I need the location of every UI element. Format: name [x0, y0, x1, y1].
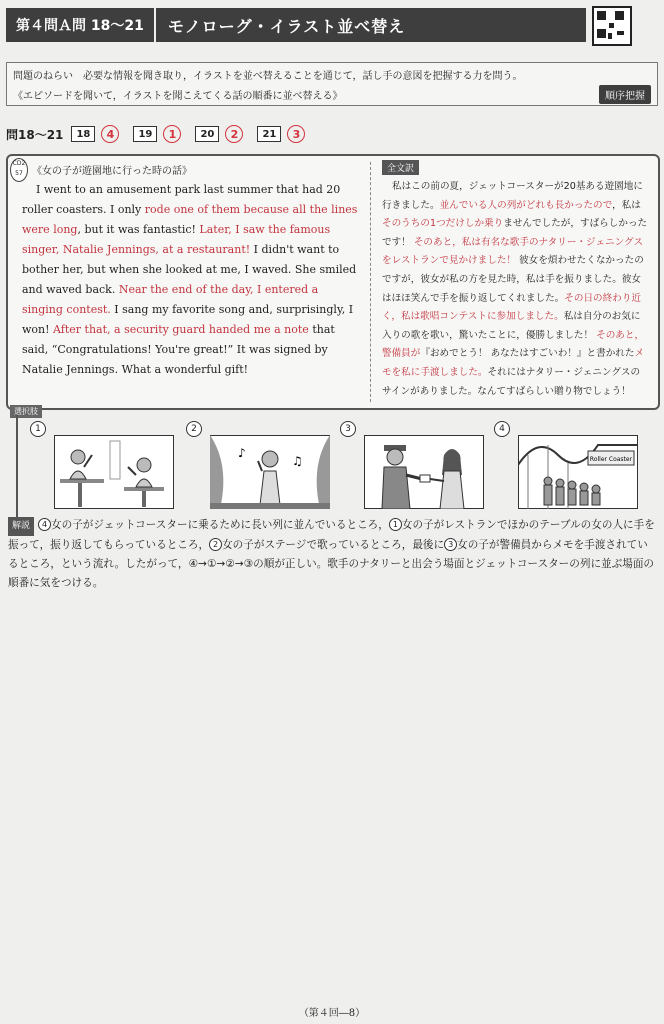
- choice-3: [340, 421, 490, 523]
- english-script: [22, 180, 358, 380]
- choice-number: 1: [30, 421, 46, 437]
- answer-box: 19: [133, 126, 157, 142]
- cd-track-icon: CD2 57: [10, 158, 28, 182]
- choice-ref: 2: [209, 538, 222, 551]
- answer-box: 21: [257, 126, 281, 142]
- answer-circle: 3: [287, 125, 305, 143]
- choice-number: 3: [340, 421, 356, 437]
- script-text: I sang my favorite song and, surprisingly, I won!: [22, 303, 354, 336]
- qr-code-icon: [592, 6, 632, 46]
- restaurant-scene-icon: [54, 435, 174, 509]
- choice-number: 4: [494, 421, 510, 437]
- task-description: 《エピソードを聞いて，イラストを聞こえてくる話の順番に並べ替える》: [13, 91, 343, 102]
- script-highlight: rode one of them because all the lines were long: [22, 203, 358, 236]
- explanation-text: 女の子がレストランでほかのテーブルの女の人に手を振って，振り返してもらっているところ，: [8, 519, 655, 551]
- choice-ref: 3: [444, 538, 457, 551]
- translation-highlight: そのあと，警備員が: [382, 329, 645, 360]
- choice-ref: 1: [389, 518, 402, 531]
- section-header: [6, 8, 586, 42]
- roller-coaster-line-icon: [518, 435, 638, 509]
- coaster-sign: Roller Coaster: [589, 456, 633, 463]
- aim-text: 問題のねらい 必要な情報を聞き取り，イラストを並べ替えることを通じて，話し手の意図を把握する力を問う。: [13, 71, 523, 82]
- script-text: , but it was fantastic!: [77, 223, 200, 236]
- column-divider: [370, 162, 371, 402]
- script-text: I went to an amusement park last summer that had 20 roller coasters. I only: [22, 183, 341, 216]
- answer-circle: 4: [101, 125, 119, 143]
- script-highlight: Near the end of the day, I entered a singing contest.: [22, 283, 319, 316]
- answer-box: 18: [71, 126, 95, 142]
- script-text: I didn't want to bother her, but when she looked at me, I waved. She smiled and waved back.: [22, 243, 357, 296]
- explanation-tag: 解説: [8, 517, 34, 536]
- answer-circle: 2: [225, 125, 243, 143]
- translation-text: ，私は: [612, 199, 641, 211]
- choice-ref: 4: [38, 518, 51, 531]
- page-number: （第４回―8）: [298, 1008, 366, 1019]
- japanese-translation: [382, 178, 648, 401]
- translation-text: 彼女を煩わせたくなかったのですが，彼女が私の方を見た時，私は手を振りました。彼女はほほ笑んで手を振り返してくれました。: [382, 255, 644, 304]
- translation-highlight: その日の終わり近く，私は歌唱コンテストに参加しました。: [382, 292, 642, 323]
- choice-1: [30, 421, 180, 523]
- choices-panel: [16, 415, 648, 525]
- translation-highlight: 並んでいる人の列がどれも長かったので: [439, 199, 613, 211]
- choices-tag: 選択肢: [10, 405, 42, 418]
- correct-order: ④→①→②→③: [188, 558, 254, 570]
- section-title: モノローグ・イラスト並べ替え: [167, 16, 406, 36]
- script-highlight: After that, a security guard handed me a note: [53, 323, 309, 336]
- singing-on-stage-icon: [210, 435, 330, 509]
- episode-title: 《女の子が遊園地に行った時の話》: [32, 166, 192, 177]
- answer-label: 問18〜21: [6, 127, 64, 142]
- translation-text: ませんでしたが，すばらしかったです！: [382, 218, 648, 248]
- script-text: that said, “Congratulations! You're great!” It was signed by Natalie Jennings. What a wonderful gift!: [22, 323, 335, 376]
- question-number: 第４問Ａ問 18〜21: [6, 8, 156, 42]
- svg-text:♪: ♪: [238, 446, 246, 460]
- translation-text: 私は自分のお気に入りの歌を歌い，驚いたことに，優勝しました！: [382, 311, 641, 341]
- translation-text: それにはナタリー・ジェニングスのサインがありました。なんてすばらしい贈り物でしょう！: [382, 366, 641, 397]
- translation-highlight: そのあと，私は有名な歌手のナタリー・ジェニングスをレストランで見かけました！: [382, 236, 644, 267]
- guard-hands-note-icon: [364, 435, 484, 509]
- translation-highlight: そのうちの1つだけしか乗り: [382, 218, 504, 230]
- translation-highlight: メモを私に手渡しました。: [382, 348, 645, 378]
- translation-tag: 全文訳: [382, 160, 419, 175]
- script-highlight: Later, I saw the famous singer, Natalie Jennings, at a restaurant!: [22, 223, 331, 256]
- explanation: [8, 516, 658, 593]
- skill-tag: 順序把握: [599, 85, 651, 104]
- choice-4: [494, 421, 644, 523]
- answer-row: [6, 123, 319, 145]
- translation-text: 『おめでとう！ あなたはすごいわ！』と書かれた: [420, 348, 635, 360]
- explanation-text: 女の子がジェットコースターに乗るために長い列に並んでいるところ，: [51, 519, 389, 531]
- choice-2: [186, 421, 336, 523]
- aim-box: [6, 62, 658, 106]
- svg-text:♫: ♫: [292, 454, 303, 468]
- explanation-text: 女の子がステージで歌っているところ，最後に: [222, 539, 445, 551]
- explanation-text: 女の子が警備員からメモを手渡されているところ，という流れ。したがって，: [8, 539, 648, 570]
- passage-box: [6, 154, 660, 410]
- choice-number: 2: [186, 421, 202, 437]
- translation-text: 私はこの前の夏，ジェットコースターが20基ある遊園地に行きました。: [382, 181, 643, 211]
- explanation-text: の順が正しい。歌手のナタリーと出会う場面とジェットコースターの列に並ぶ場面の順番に気をつける。: [8, 558, 655, 589]
- answer-box: 20: [195, 126, 219, 142]
- answer-circle: 1: [163, 125, 181, 143]
